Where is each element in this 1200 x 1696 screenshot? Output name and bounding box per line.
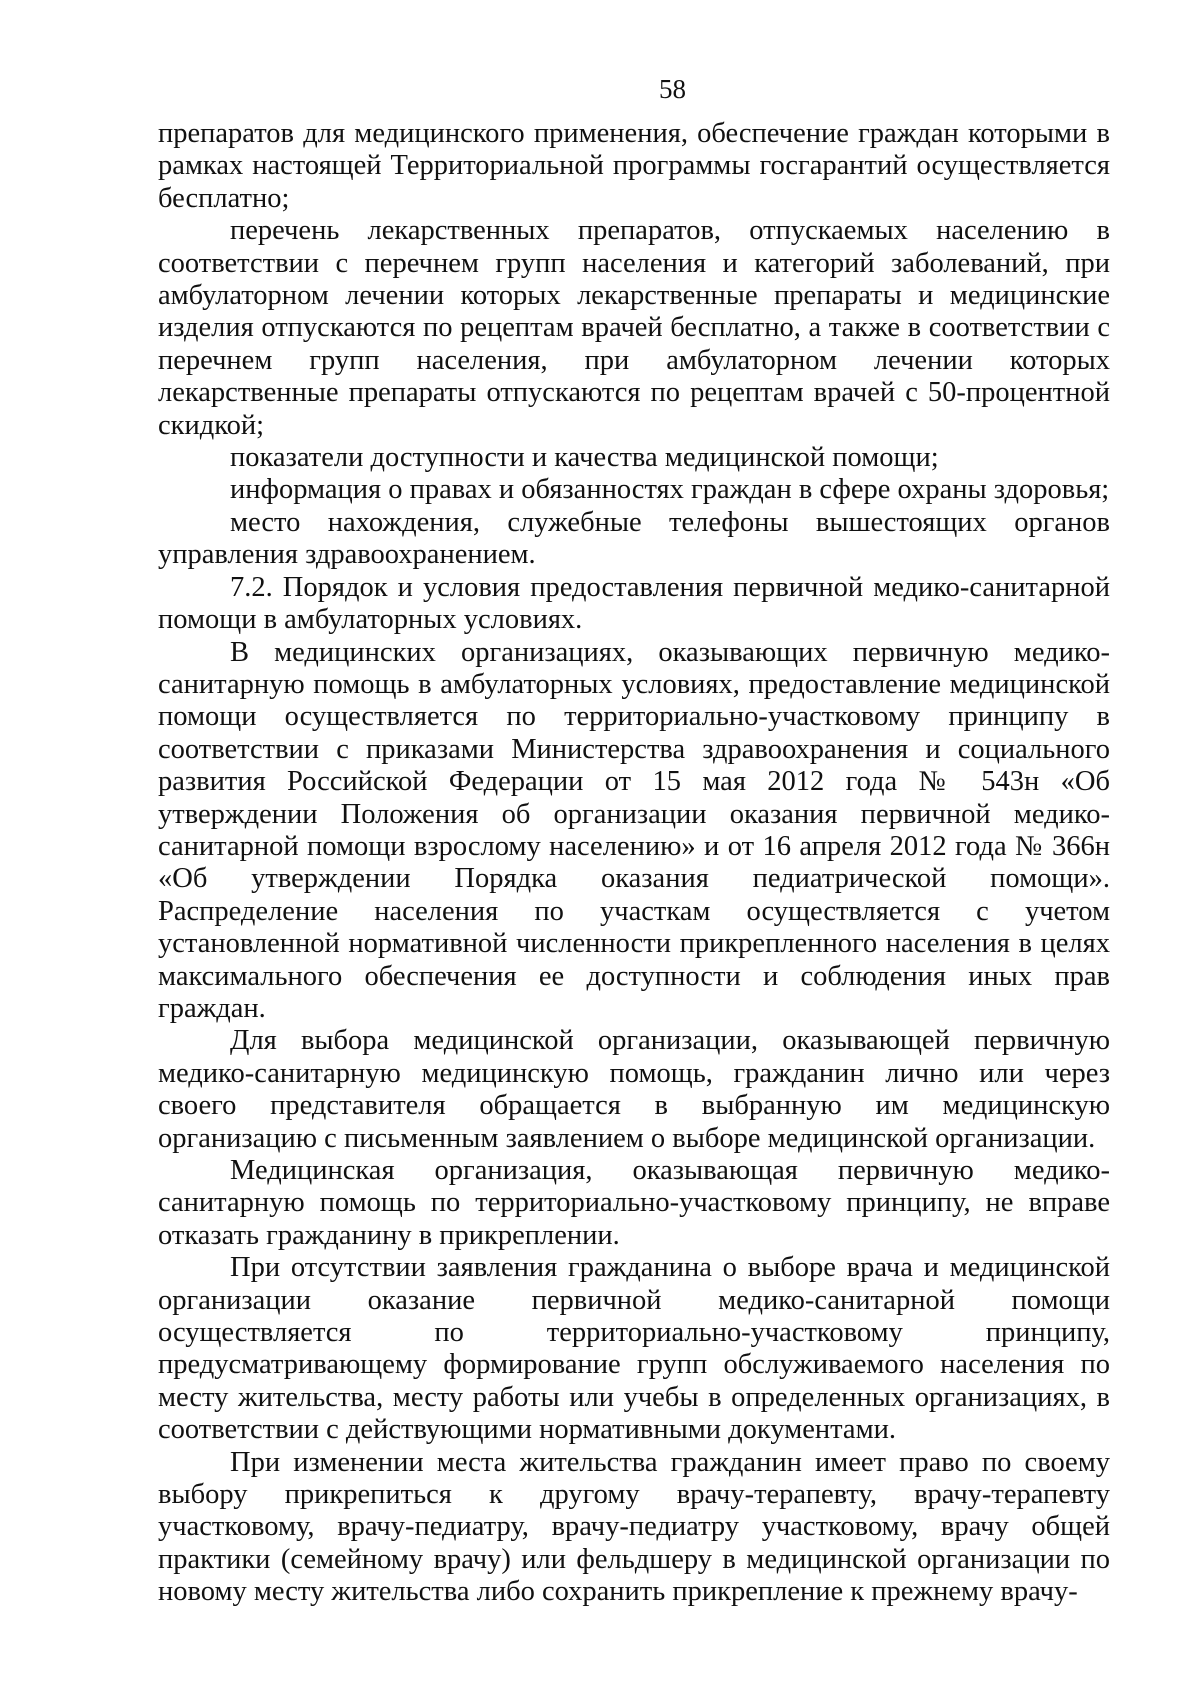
paragraph-6: 7.2. Порядок и условия предоставления первичной медико-санитарной помощи в амбулаторных условиях. [158,571,1110,636]
paragraph-8: Для выбора медицинской организации, оказывающей первичную медико-санитарную медицинскую помощь, гражданин лично или через своего представителя обращается в выбранную им медицинскую организацию с письменным заявлением о выборе медицинской организации. [158,1025,1110,1154]
paragraph-9: Медицинская организация, оказывающая первичную медико-санитарную помощь по территориально-участковому принципу, не вправе отказать гражданину в прикреплении. [158,1155,1110,1251]
paragraph-4: информация о правах и обязанностях граждан в сфере охраны здоровья; [230,474,1110,506]
paragraph-10: При отсутствии заявления гражданина о выборе врача и медицинской организации оказание первичной медико-санитарной помощи осуществляется по территориально-участковому принципу, предусматривающему формирование групп обслуживаемого населения по месту жительства, месту работы или учебы в определенных организациях, в соответствии с действующими нормативными документами. [158,1252,1110,1446]
page-number: 58 [659,74,686,104]
paragraph-3: показатели доступности и качества медицинской помощи; [230,442,939,474]
paragraph-5: место нахождения, служебные телефоны вышестоящих органов управления здравоохранением. [158,506,1110,571]
paragraph-7: В медицинских организациях, оказывающих первичную медико-санитарную помощь в амбулаторных условиях, предоставление медицинской помощи осуществляется по территориально-участковому принципу в соответствии с приказами Министерства здравоохранения и социального развития Российской Федерации от 15 мая 2012 года № 543н «Об утверждении Положения об организации оказания первичной медико-санитарной помощи взрослому населению» и от 16 апреля 2012 года № 366н «Об утверждении Порядка оказания педиатрической помощи». Распределение населения по участкам осуществляется с учетом установленной нормативной численности прикрепленного населения в целях максимального обеспечения ее доступности и соблюдения иных прав граждан. [158,636,1110,1024]
paragraph-11: При изменении места жительства гражданин имеет право по своему выбору прикрепиться к другому врачу-терапевту, врачу-терапевту участковому, врачу-педиатру, врачу-педиатру участковому, врачу общей практики (семейному врачу) или фельдшеру в медицинской организации по новому месту жительства либо сохранить прикрепление к прежнему врачу- [158,1446,1110,1608]
paragraph-1: препаратов для медицинского применения, обеспечение граждан которыми в рамках настоящей Территориальной программы госгарантий осуществляется бесплатно; [158,118,1110,214]
document-body [158,118,1110,1609]
paragraph-2: перечень лекарственных препаратов, отпускаемых населению в соответствии с перечнем групп населения и категорий заболеваний, при амбулаторном лечении которых лекарственные препараты и медицинские изделия отпускаются по рецептам врачей бесплатно, а также в соответствии с перечнем групп населения, при амбулаторном лечении которых лекарственные препараты отпускаются по рецептам врачей с 50-процентной скидкой; [158,215,1110,441]
